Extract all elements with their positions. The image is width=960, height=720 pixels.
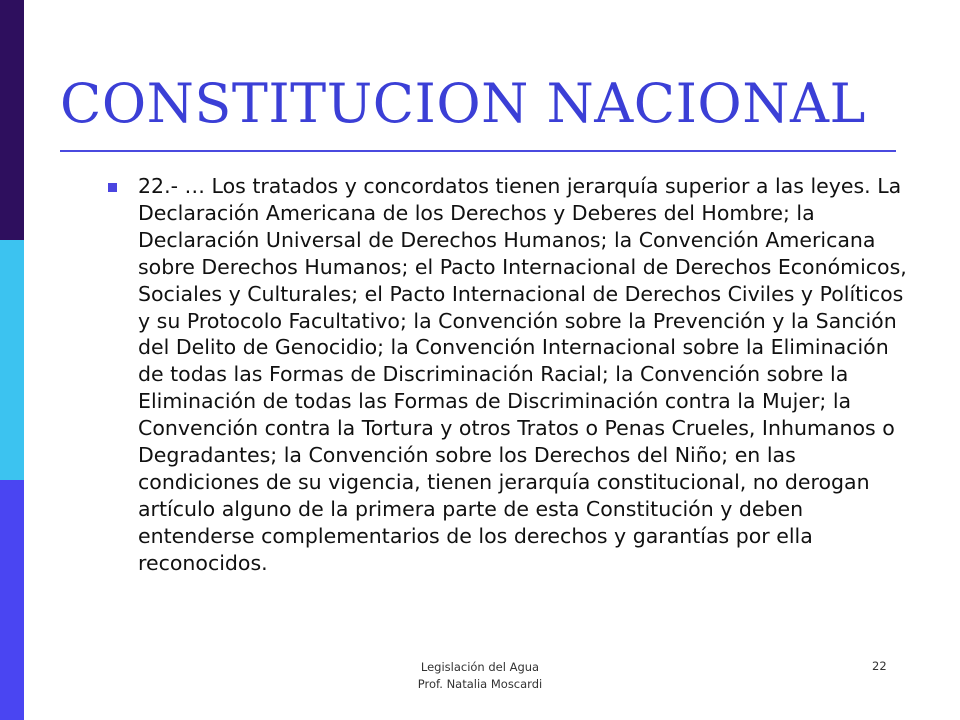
side-bar-top <box>0 0 24 240</box>
side-bar-middle <box>0 240 24 480</box>
slide-footer <box>380 659 580 693</box>
footer-author: Prof. Natalia Moscardi <box>417 677 543 691</box>
title-underline <box>60 150 896 152</box>
side-bar-bottom <box>0 480 24 720</box>
bullet-paragraph: 22.- … Los tratados y concordatos tienen jerarquía superior a las leyes. La Declaración Americana de los Derechos y Deberes del Hombre; la Declaración Universal de Derechos Humanos; la Convención Americana sobre Derechos Humanos; el Pacto Internacional de Derechos Económicos, Sociales y Culturales; el Pacto Internacional de Derechos Civiles y Políticos y su Protocolo Facultativo; la Convención sobre la Prevención y la Sanción del Delito de Genocidio; la Convención Internacional sobre la Eliminación de todas las Formas de Discriminación Racial; la Convención sobre la Eliminación de todas las Formas de Discriminación contra la Mujer; la Convención contra la Tortura y otros Tratos o Penas Crueles, Inhumanos o Degradantes; la Convención sobre los Derechos del Niño; en las condiciones de su vigencia, tienen jerarquía constitucional, no derogan artículo alguno de la primera parte de esta Constitución y deben entenderse complementarios de los derechos y garantías por ella reconocidos. <box>138 174 907 575</box>
page-number: 22 <box>872 659 887 673</box>
footer-course: Legislación del Agua <box>420 660 540 674</box>
bullet-square-icon <box>108 183 117 192</box>
slide-title: CONSTITUCION NACIONAL <box>60 72 866 135</box>
